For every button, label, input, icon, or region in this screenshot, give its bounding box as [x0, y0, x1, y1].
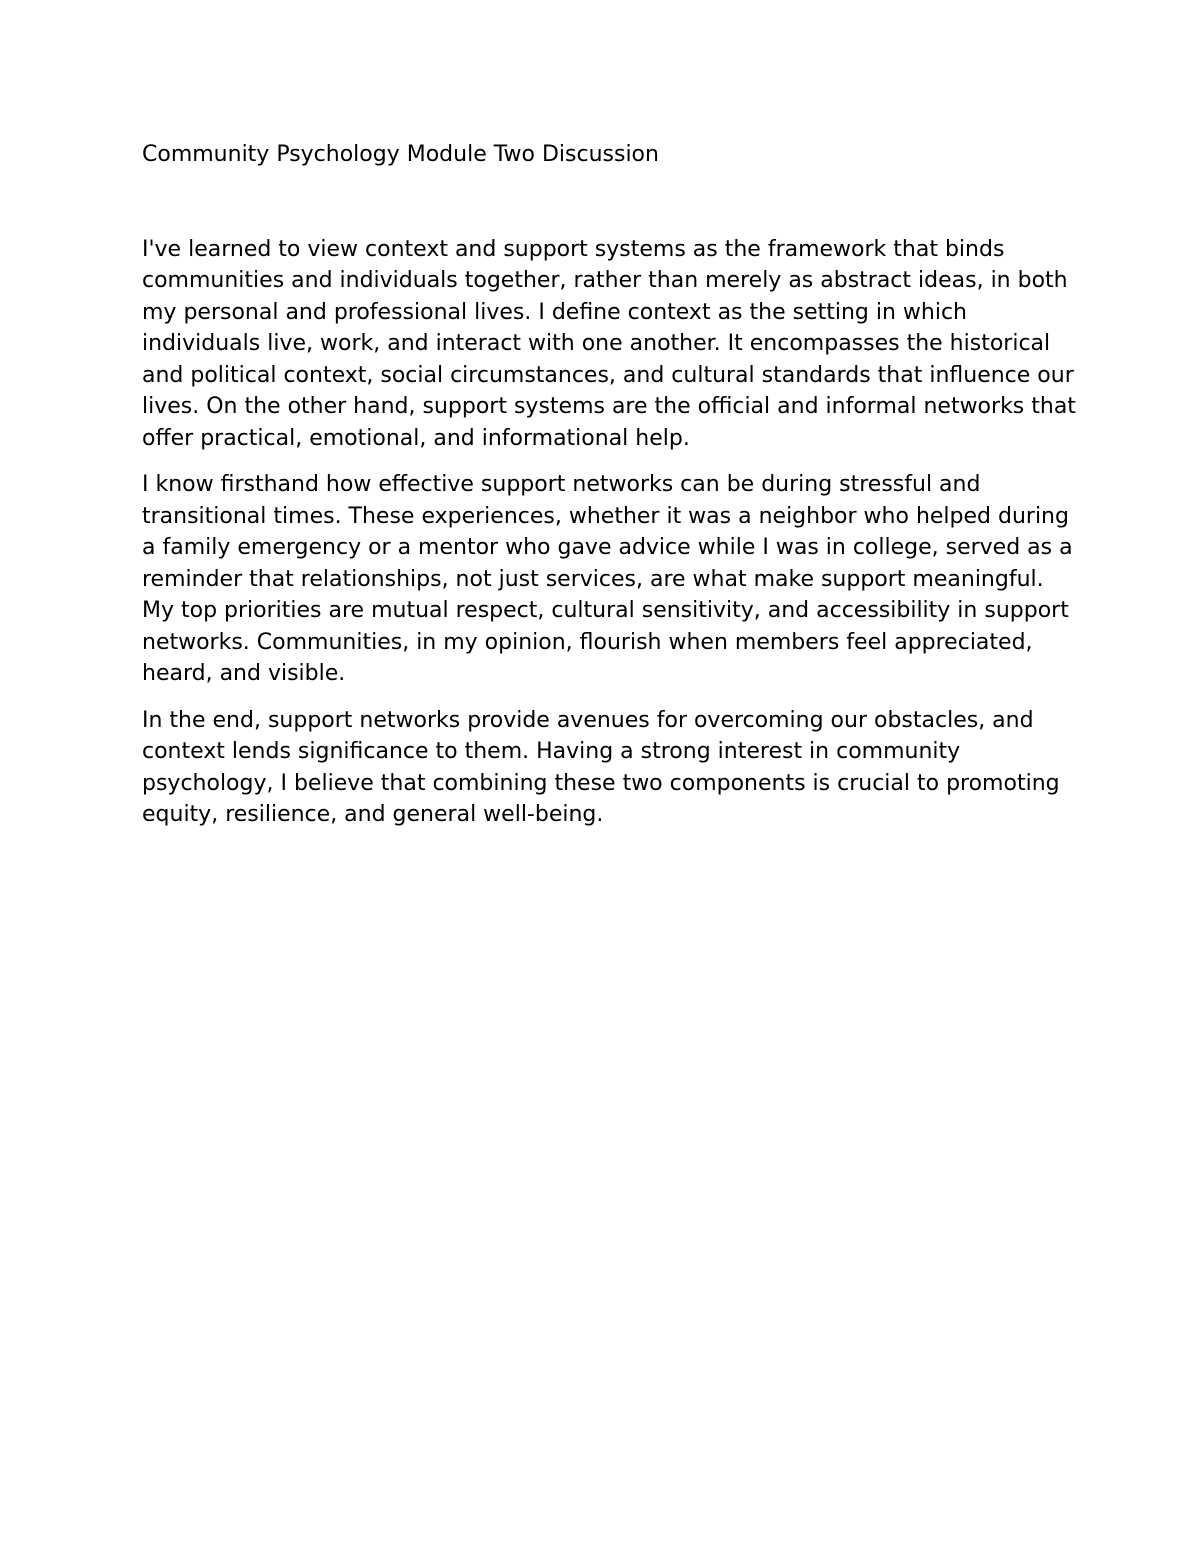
paragraph-context-and-support: I've learned to view context and support systems as the framework that binds communities and individuals together, rather than merely as abstract ideas, in both my personal and professional lives. I define context as the setting in which individuals live, work, and interact with one another. It encompasses the historical and political context, social circumstances, and cultural standards that influence our lives. On the other hand, support systems are the official and informal networks that offer practical, emotional, and informational help. — [142, 236, 1076, 451]
document-body — [142, 139, 1077, 846]
paragraph-conclusion: In the end, support networks provide avenues for overcoming our obstacles, and context lends significance to them. Having a strong interest in community psychology, I believe that combining these two components is crucial to promoting equity, resilience, and general well-being. — [142, 707, 1060, 827]
paragraph-personal-experience: I know firsthand how effective support networks can be during stressful and transitional times. These experiences, whether it was a neighbor who helped during a family emergency or a mentor who gave advice while I was in college, served as a reminder that relationships, not just services, are what make support meaningful. My top priorities are mutual respect, cultural sensitivity, and accessibility in support networks. Communities, in my opinion, flourish when members feel appreciated, heard, and visible. — [142, 472, 1073, 686]
document-title: Community Psychology Module Two Discussion — [142, 142, 659, 167]
